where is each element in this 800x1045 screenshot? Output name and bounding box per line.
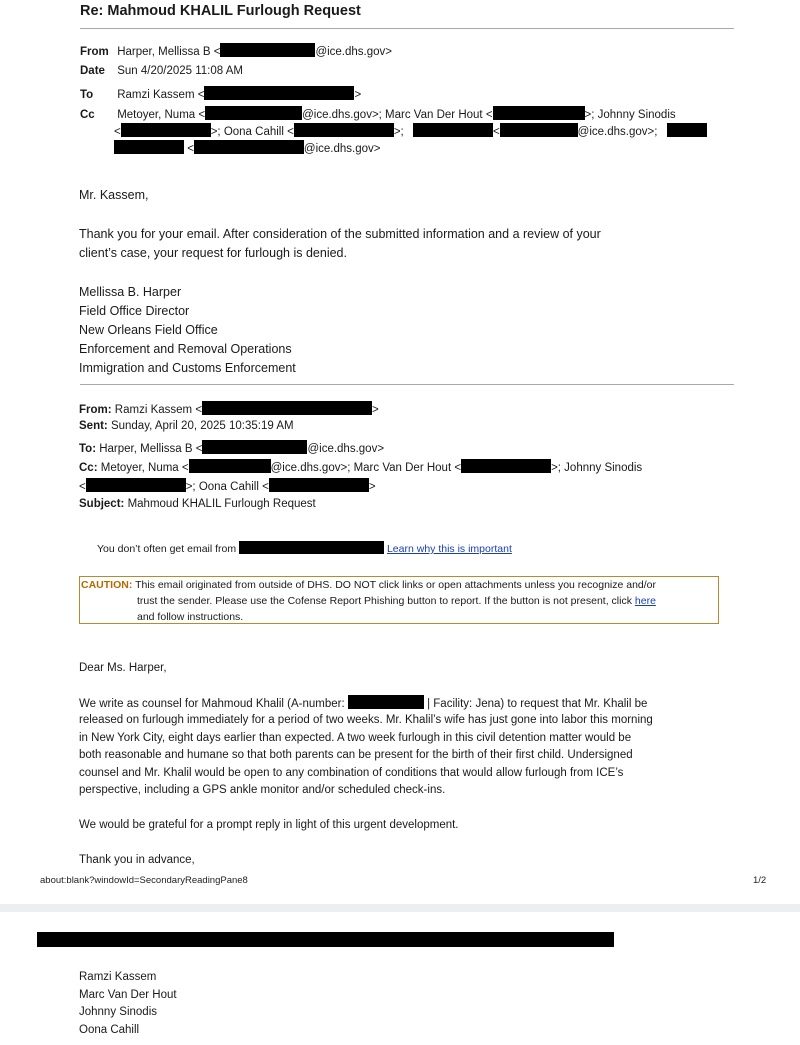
reply-cc-row-2 <box>114 123 707 138</box>
divider <box>80 384 734 385</box>
redaction-box <box>121 123 211 137</box>
to-label: To: <box>79 443 97 455</box>
reply-body-line: client’s case, your request for furlough is denied. <box>79 246 347 260</box>
cc-label: Cc: <box>79 462 98 474</box>
original-to-row <box>79 440 384 455</box>
cc-text: < <box>114 126 121 138</box>
redaction-box <box>220 43 315 57</box>
signature-list <box>79 969 177 1039</box>
redaction-box <box>205 106 302 120</box>
email-subject: Re: Mahmoud KHALIL Furlough Request <box>80 3 361 19</box>
caution-line <box>137 593 656 609</box>
body-line: both reasonable and humane so that both parents can be present for the birth of their first child. Undersigned <box>79 749 633 761</box>
print-footer-url: about:blank?windowId=SecondaryReadingPane8 <box>40 875 248 886</box>
cc-text: @ice.dhs.gov>; Marc Van Der Hout < <box>270 462 462 474</box>
from-name: Harper, Mellissa B < <box>117 46 221 58</box>
cc-text: >; Oona Cahill < <box>210 126 294 138</box>
cc-text: Metoyer, Numa < <box>117 109 206 121</box>
date-label: Date <box>80 65 105 77</box>
body-text: | Facility: Jena) to request that Mr. Khalil be <box>427 698 648 710</box>
reply-cc-row-3 <box>114 140 381 155</box>
closing: Thank you in advance, <box>79 854 195 866</box>
caution-text: This email originated from outside of DHS. DO NOT click links or open attachments unless you recognize and/or <box>135 579 657 591</box>
redaction-box <box>239 541 384 554</box>
caution-line <box>81 577 656 593</box>
body-text: We write as counsel for Mahmoud Khalil (A-number: <box>79 698 345 710</box>
redaction-box <box>189 459 271 473</box>
reply-from-row <box>80 43 392 58</box>
from-domain: @ice.dhs.gov> <box>315 46 393 58</box>
signature-name: Ramzi Kassem <box>79 971 157 983</box>
cc-text: >; Oona Cahill < <box>185 481 269 493</box>
signature-name: Johnny Sinodis <box>79 1006 157 1018</box>
from-label: From: <box>79 404 112 416</box>
redaction-box <box>86 478 186 492</box>
original-greeting: Dear Ms. Harper, <box>79 662 167 674</box>
cc-text: >; Johnny Sinodis <box>584 109 676 121</box>
original-cc-row <box>79 459 642 474</box>
reply-cc-row <box>80 106 676 121</box>
original-cc-row-2 <box>79 478 376 493</box>
original-subject-row <box>79 498 316 510</box>
cc-text: >; <box>393 126 404 138</box>
cc-text: < <box>79 481 86 493</box>
body-line: counsel and Mr. Khalil would be open to any combination of conditions that would allow furlough from ICE’s <box>79 767 624 779</box>
sent-value: Sunday, April 20, 2025 10:35:19 AM <box>110 420 294 432</box>
divider <box>80 28 734 29</box>
redaction-box <box>294 123 394 137</box>
body-line: We would be grateful for a prompt reply in light of this urgent development. <box>79 819 459 831</box>
original-from-row <box>79 401 379 416</box>
redaction-box <box>37 932 614 947</box>
cc-text: >; Johnny Sinodis <box>551 462 643 474</box>
from-value: Ramzi Kassem < <box>114 404 203 416</box>
caution-label: CAUTION: <box>81 579 133 591</box>
here-link[interactable]: here <box>634 595 656 607</box>
from-label: From <box>80 46 109 58</box>
redaction-box <box>461 459 551 473</box>
body-line: released on furlough immediately for a period of two weeks. Mr. Khalil’s wife has just gone into labor this morning <box>79 714 653 726</box>
sent-label: Sent: <box>79 420 108 432</box>
redaction-box <box>269 478 369 492</box>
learn-why-link[interactable]: Learn why this is important <box>386 543 512 555</box>
cc-text: Metoyer, Numa < <box>100 462 189 474</box>
redaction-box <box>202 440 307 454</box>
to-close: > <box>354 89 362 101</box>
signature-dept: Enforcement and Removal Operations <box>79 342 292 356</box>
signature-name: Oona Cahill <box>79 1023 140 1036</box>
redaction-box <box>493 106 585 120</box>
to-label: To <box>80 89 94 101</box>
reply-to-row <box>80 86 361 101</box>
body-line <box>79 695 647 714</box>
cc-text: @ice.dhs.gov> <box>303 143 381 155</box>
cc-text: @ice.dhs.gov>; <box>577 126 658 138</box>
redaction-box <box>204 86 354 100</box>
subject-value: Mahmoud KHALIL Furlough Request <box>127 498 316 510</box>
date-value: Sun 4/20/2025 11:08 AM <box>117 65 243 77</box>
cc-label: Cc <box>80 109 95 121</box>
redaction-box <box>348 695 424 709</box>
cc-text: < <box>187 143 194 155</box>
external-sender-notice <box>97 541 512 555</box>
notice-text: You don’t often get email from <box>97 543 237 555</box>
redaction-box <box>202 401 372 415</box>
caution-text: trust the sender. Please use the Cofense Report Phishing button to report. If the button is not present, click <box>137 595 632 607</box>
signature-title: Field Office Director <box>79 304 190 318</box>
page-number: 1/2 <box>753 875 767 886</box>
to-value: Harper, Mellissa B < <box>99 443 203 455</box>
reply-greeting: Mr. Kassem, <box>79 188 149 202</box>
signature-name: Marc Van Der Hout <box>79 988 177 1001</box>
original-sent-row <box>79 420 294 432</box>
cc-text: > <box>368 481 376 493</box>
body-line: in New York City, eight days earlier than expected. A two week furlough in this civil detention matter would be <box>79 732 632 744</box>
caution-text: and follow instructions. <box>137 611 244 623</box>
cc-text: < <box>492 126 500 138</box>
cc-text: @ice.dhs.gov>; Marc Van Der Hout < <box>302 109 493 121</box>
redaction-box <box>114 140 184 154</box>
to-domain: @ice.dhs.gov> <box>307 443 385 455</box>
document-page-2 <box>0 912 800 1045</box>
redaction-box <box>194 140 304 154</box>
caution-banner <box>79 576 719 624</box>
signature-name: Mellissa B. Harper <box>79 285 182 299</box>
from-close: > <box>372 404 379 416</box>
reply-body-line: Thank you for your email. After consideration of the submitted information and a review of your <box>79 227 601 241</box>
redaction-box <box>500 123 578 137</box>
reply-date-row <box>80 65 243 77</box>
signature-office: New Orleans Field Office <box>79 323 218 337</box>
signature-dept: Immigration and Customs Enforcement <box>79 361 296 375</box>
subject-label: Subject: <box>79 498 125 510</box>
to-value: Ramzi Kassem < <box>117 89 205 101</box>
redaction-box <box>413 123 493 137</box>
body-line: perspective, including a GPS ankle monitor and/or scheduled check-ins. <box>79 784 446 796</box>
redaction-box <box>667 123 707 137</box>
